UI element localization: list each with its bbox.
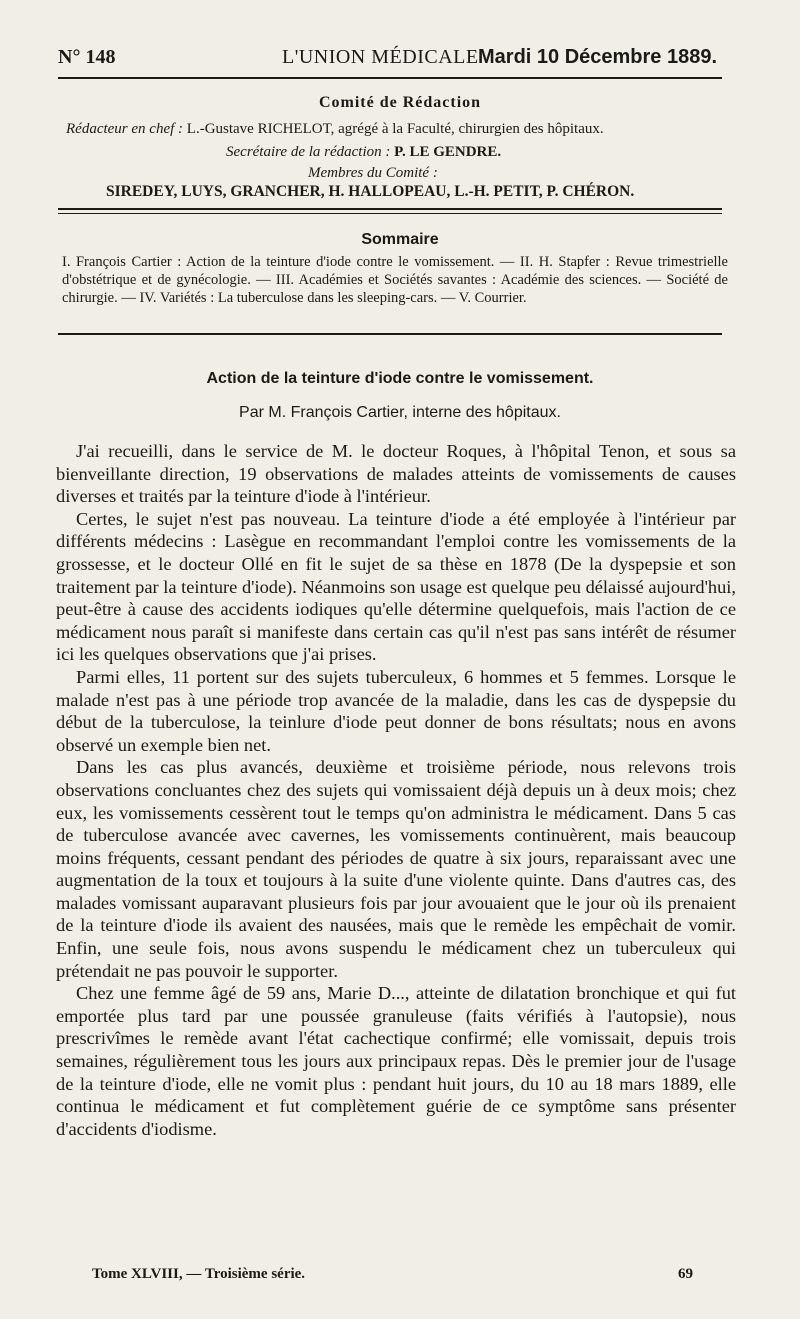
members-label: Membres du Comité : [308, 165, 438, 181]
volume-series: Tome XLVIII, — Troisième série. [92, 1266, 306, 1282]
paragraph: Dans les cas plus avancés, deuxième et troisième période, nous relevons trois observations concluantes chez des sujets qui vomissaient déjà depuis un à deux mois; chez eux, les vomissements cessèrent tout le temps qu'on administra le médicament. Dans 5 cas de tuberculose avancée avec cavernes, les vomissements continuèrent, mais beaucoup moins fréquents, cessant pendant des périodes de quatre à six jours, reparaissant avec une augmentation de la toux et toujours à la suite d'une violente quinte. Dans d'autres cas, des malades vomissant auparavant plusieurs fois par jour avouaient que le jour où ils prenaient de la teinture d'iode ils avaient des nausées, mais que le remède les empêchait de vomir. Enfin, une seule fois, nous avons suspendu le médicament chez un tuberculeux qui prétendait ne pas pouvoir le supporter. [56, 757, 736, 981]
chief-editor-label: Rédacteur en chef : [66, 121, 184, 137]
article-byline: Par M. François Cartier, interne des hôpitaux. [239, 404, 561, 421]
summary-rule [58, 333, 722, 335]
page-number: 69 [678, 1266, 693, 1282]
committee-rule-top [58, 208, 722, 210]
summary-title: Sommaire [361, 231, 439, 248]
journal-title: L'UNION MÉDICALE [282, 46, 479, 68]
secretary-label: Secrétaire de la rédaction : [226, 144, 391, 160]
issue-date: Mardi 10 Décembre 1889. [478, 46, 718, 68]
paragraph: Certes, le sujet n'est pas nouveau. La teinture d'iode a été employée à l'intérieur par différents médecins : Lasègue en recommandant l'emploi contre les vomissements de la grossesse, et le docteur Ollé en fit le sujet de sa thèse en 1878 (De la dyspepsie et son traitement par la teinture d'iode). Néanmoins son usage est quelque peu délaissé aujourd'hui, peut-être à cause des accidents iodiques qu'elle détermine quelquefois, mais l'action de ce médicament nous paraît si manifeste dans certain cas qu'il n'est pas sans intérêt de résumer ici les quelques observations que j'ai prises. [56, 508, 736, 665]
chief-editor-line [66, 121, 604, 138]
article-body [56, 440, 736, 1140]
issue-number: N° 148 [58, 46, 116, 68]
running-header [58, 46, 722, 78]
article-title: Action de la teinture d'iode contre le vomissement. [206, 370, 594, 387]
summary-text: I. François Cartier : Action de la teinture d'iode contre le vomissement. — II. H. Stapfer : Revue trimestrielle d'obstétrique et de gynécologie. — III. Académies et Sociétés savantes : Académie des sciences. — Société de chirurgie. — IV. Variétés : La tuberculose dans les sleeping-cars. — V. Courrier. [62, 254, 728, 306]
chief-editor-name: L.-Gustave RICHELOT, agrégé à la Faculté, chirurgien des hôpitaux. [186, 121, 604, 137]
paragraph: Chez une femme âgé de 59 ans, Marie D..., atteinte de dilatation bronchique et qui fut emportée plus tard par une poussée granuleuse (faits vérifiés à l'autopsie), nous prescrivîmes le remède avant l'état cachectique confirmé; elle vomissait, depuis trois semaines, régulièrement tous les jours aux principaux repas. Dès le premier jour de l'usage de la teinture d'iode, elle ne vomit plus : pendant huit jours, du 10 au 18 mars 1889, elle continua le médicament et fut complètement guérie de ce symptôme sans présenter d'accidents d'iodisme. [56, 983, 736, 1139]
committee-members: SIREDEY, LUYS, GRANCHER, H. HALLOPEAU, L.-H. PETIT, P. CHÉRON. [106, 183, 635, 200]
committee-rule-bottom [58, 213, 722, 214]
paragraph: Parmi elles, 11 portent sur des sujets tuberculeux, 6 hommes et 5 femmes. Lorsque le malade n'est pas à une période trop avancée de la maladie, dans les cas de dyspepsie du début de la tuberculose, la teinlure d'iode peut donner de bons résultats; nous en avons observé un exemple bien net. [56, 666, 736, 755]
paragraph: J'ai recueilli, dans le service de M. le docteur Roques, à l'hôpital Tenon, et sous sa bienveillante direction, 19 observations de malades atteints de vomissements de causes diverses et traités par la teinture d'iode à l'intérieur. [56, 441, 736, 507]
secretary-name: P. LE GENDRE. [394, 144, 502, 160]
committee-title: Comité de Rédaction [318, 94, 482, 111]
header-rule [58, 77, 722, 79]
secretary-line [226, 144, 501, 161]
